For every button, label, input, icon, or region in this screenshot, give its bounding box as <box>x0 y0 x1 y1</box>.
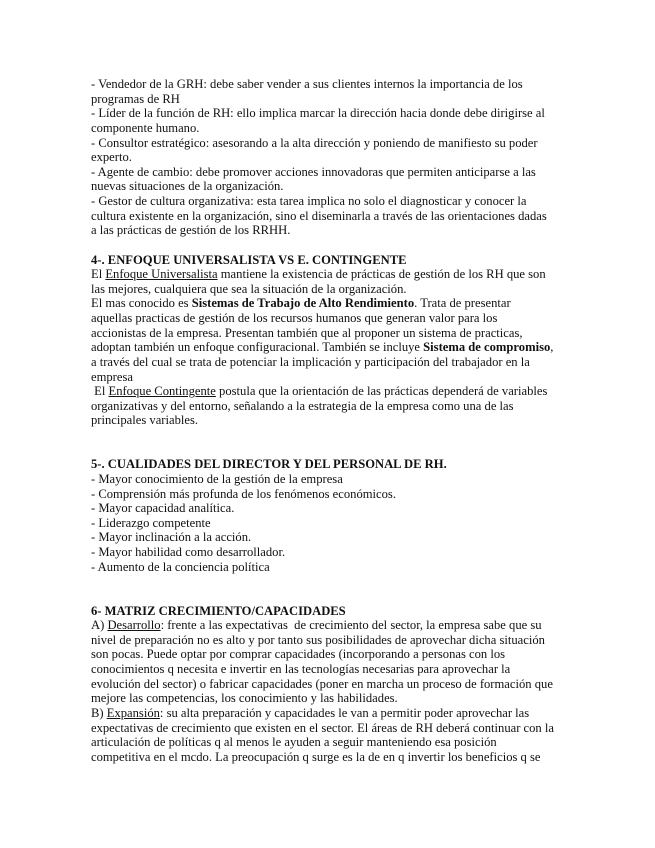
text-line <box>91 706 591 721</box>
text-line <box>91 106 591 121</box>
underlined-term: Enfoque Contingente <box>108 384 216 399</box>
text-line <box>91 384 591 399</box>
text-run: B) <box>91 705 107 720</box>
text-run: a las prácticas de gestión de los RRHH. <box>91 223 291 238</box>
text-line <box>91 472 591 487</box>
text-run: - Comprensión más profunda de los fenómenos económicos. <box>91 486 396 501</box>
text-run: organizativas y del entorno, señalando a la estrategia de la empresa como una de las <box>91 398 514 413</box>
text-line <box>91 282 591 297</box>
text-line <box>91 296 591 311</box>
text-line <box>91 340 591 355</box>
text-line <box>91 311 591 326</box>
underlined-term: Expansión <box>106 705 160 720</box>
text-run: postula que la orientación de las prácticas dependerá de variables <box>215 384 548 399</box>
text-line <box>91 516 591 531</box>
text-line <box>91 501 591 516</box>
text-run: cultura existente en la organización, sino el diseminarla a través de las orientaciones dadas <box>91 208 547 223</box>
text-run: nuevas situaciones de la organización. <box>91 179 284 194</box>
bold-text: 4-. ENFOQUE UNIVERSALISTA VS E. CONTINGENTE <box>91 252 407 267</box>
text-run: empresa <box>91 369 133 384</box>
text-run: - Mayor capacidad analítica. <box>91 501 235 516</box>
text-line <box>91 223 591 238</box>
text-line <box>91 399 591 414</box>
text-run: a través del cual se trata de potenciar la implicación y participación del trabajador en la <box>91 354 530 369</box>
text-run: principales variables. <box>91 413 199 428</box>
text-line <box>91 121 591 136</box>
text-run: mejore las competencias, los conocimiento y las habilidades. <box>91 691 398 706</box>
text-run: las mejores, cualquiera que sea la situación de la organización. <box>91 281 407 296</box>
blank-line <box>91 574 591 589</box>
bold-text: Sistemas de Trabajo de Alto Rendimiento <box>191 296 415 311</box>
text-line <box>91 209 591 224</box>
text-run: - Líder de la función de RH: ello implica marcar la dirección hacia donde debe dirigirse al <box>91 106 545 121</box>
blank-line <box>91 238 591 253</box>
text-line <box>91 267 591 282</box>
text-line <box>91 165 591 180</box>
text-run: - Vendedor de la GRH: debe saber vender a sus clientes internos la importancia de los <box>91 77 523 91</box>
section-heading <box>91 253 591 268</box>
bold-text: Sistema de compromiso <box>423 340 551 355</box>
text-line <box>91 750 591 765</box>
text-line <box>91 677 591 692</box>
text-run: . Trata de presentar <box>414 296 511 311</box>
underlined-term: Desarrollo <box>107 618 161 633</box>
text-line <box>91 530 591 545</box>
bold-text: 5-. CUALIDADES DEL DIRECTOR Y DEL PERSONAL DE RH. <box>91 457 447 472</box>
text-run: articulación de políticas q al menos le ayuden a seguir manteniendo esa posición <box>91 735 497 750</box>
text-line <box>91 355 591 370</box>
text-run: , <box>550 340 554 355</box>
text-run: El mas conocido es <box>91 296 192 311</box>
text-line <box>91 721 591 736</box>
text-run: : frente a las expectativas de crecimiento del sector, la empresa sabe que su <box>160 618 542 633</box>
text-line <box>91 77 591 92</box>
blank-line <box>91 589 591 604</box>
text-line <box>91 413 591 428</box>
text-line <box>91 545 591 560</box>
text-line <box>91 735 591 750</box>
text-run: mantiene la existencia de prácticas de gestión de los RH que son <box>217 267 546 282</box>
text-run: son pocas. Puede optar por comprar capacidades (incorporando a personas con los <box>91 647 506 662</box>
text-run: expectativas de crecimiento que existen en el sector. El áreas de RH deberá continuar con la <box>91 720 554 735</box>
text-run: componente humano. <box>91 120 200 135</box>
text-run: - Gestor de cultura organizativa: esta tarea implica no solo el diagnosticar y conocer la <box>91 194 527 208</box>
text-line <box>91 487 591 502</box>
text-line <box>91 194 591 209</box>
text-run: - Liderazgo competente <box>91 515 211 530</box>
text-run: programas de RH <box>91 91 180 106</box>
section-heading <box>91 457 591 472</box>
text-run: - Mayor habilidad como desarrollador. <box>91 545 286 559</box>
text-line <box>91 179 591 194</box>
text-line <box>91 326 591 341</box>
text-run: evolución del sector) o fabricar capacidades (poner en marcha un proceso de formación que <box>91 676 553 691</box>
text-run: - Consultor estratégico: asesorando a la alta dirección y poniendo de manifiesto su poder <box>91 135 538 150</box>
text-line <box>91 618 591 633</box>
text-line <box>91 633 591 648</box>
text-run: aquellas practicas de gestión de los recursos humanos que generan valor para los <box>91 311 498 325</box>
text-line <box>91 691 591 706</box>
text-run: accionistas de la empresa. Presentan también que al proponer un sistema de practicas, <box>91 325 523 340</box>
text-run: El <box>91 267 106 282</box>
bold-text: 6- MATRIZ CRECIMIENTO/CAPACIDADES <box>91 603 346 618</box>
text-run: adoptan también un enfoque configuracional. También se incluye <box>91 340 424 355</box>
text-run: : su alta preparación y capacidades le van a permitir poder aprovechar las <box>159 705 530 720</box>
text-run: experto. <box>91 150 132 165</box>
text-run: conocimientos q necesita e invertir en las tecnologías necesarias para aprovechar la <box>91 662 511 676</box>
text-line <box>91 136 591 151</box>
text-run: - Agente de cambio: debe promover acciones innovadoras que permiten anticiparse a las <box>91 164 536 179</box>
text-line <box>91 370 591 385</box>
text-line <box>91 150 591 165</box>
text-run: competitiva en el mcdo. La preocupación q surge es la de en q invertir los beneficios q se <box>91 749 541 764</box>
text-line <box>91 662 591 677</box>
text-run: El <box>91 384 109 399</box>
text-line <box>91 92 591 107</box>
document-page <box>91 77 591 764</box>
text-run: - Mayor conocimiento de la gestión de la empresa <box>91 471 343 486</box>
text-run: nivel de preparación no es alto y por tanto sus posibilidades de aprovechar dicha situación <box>91 632 545 647</box>
blank-line <box>91 443 591 458</box>
blank-line <box>91 428 591 443</box>
text-line <box>91 647 591 662</box>
text-run: - Mayor inclinación a la acción. <box>91 530 252 545</box>
underlined-term: Enfoque Universalista <box>105 267 218 282</box>
text-run: - Aumento de la conciencia política <box>91 559 270 574</box>
text-run: A) <box>91 618 108 633</box>
section-heading <box>91 604 591 619</box>
text-line <box>91 560 591 575</box>
